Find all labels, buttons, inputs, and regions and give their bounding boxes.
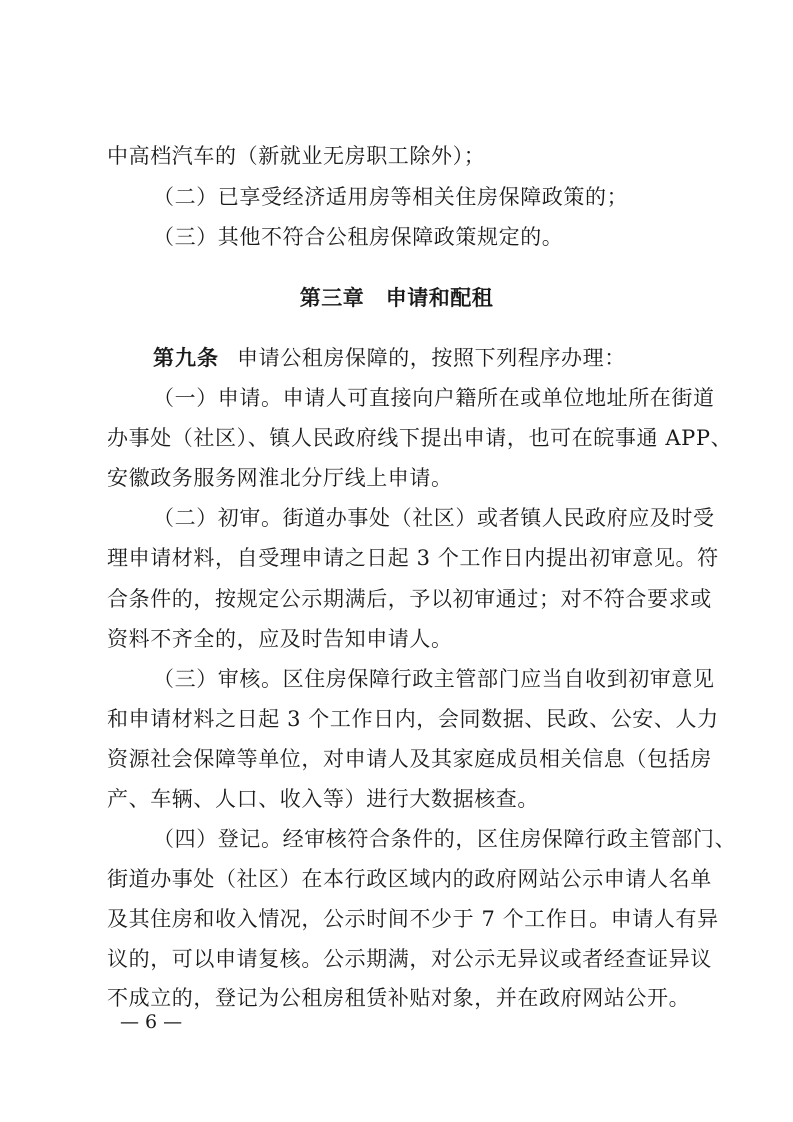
text-line: 理申请材料，自受理申请之日起 3 个工作日内提出初审意见。符 bbox=[107, 546, 719, 570]
text-line: 和申请材料之日起 3 个工作日内，会同数据、民政、公安、人力 bbox=[107, 707, 719, 731]
text-line: （三）审核。区住房保障行政主管部门应当自收到初审意见 bbox=[153, 667, 715, 691]
text-line: 议的，可以申请复核。公示期满，对公示无异议或者经查证异议 bbox=[107, 947, 712, 971]
text-line: 不成立的，登记为公租房租赁补贴对象，并在政府网站公开。 bbox=[107, 986, 691, 1010]
text-line: 资料不齐全的，应及时告知申请人。 bbox=[107, 627, 453, 651]
article-label: 第九条 bbox=[153, 346, 219, 370]
text-line: 及其住房和收入情况，公示时间不少于 7 个工作日。申请人有异 bbox=[107, 907, 719, 931]
text-line: 中高档汽车的（新就业无房职工除外）； bbox=[107, 144, 486, 168]
text-line: 安徽政务服务网淮北分厅线上申请。 bbox=[107, 466, 453, 490]
text-line: 街道办事处（社区）在本行政区域内的政府网站公示申请人名单 bbox=[107, 867, 712, 891]
text-line: 合条件的，按规定公示期满后，予以初审通过；对不符合要求或 bbox=[107, 587, 712, 611]
article-text: 申请公租房保障的，按照下列程序办理： bbox=[237, 346, 626, 370]
text-line: 办事处（社区）、镇人民政府线下提出申请，也可在皖事通 APP、 bbox=[107, 426, 733, 450]
text-line: 资源社会保障等单位，对申请人及其家庭成员相关信息（包括房 bbox=[107, 747, 712, 771]
text-line: （二）初审。街道办事处（社区）或者镇人民政府应及时受 bbox=[153, 506, 715, 530]
chapter-title: 第三章 申请和配租 bbox=[299, 286, 494, 310]
text-line: （四）登记。经审核符合条件的，区住房保障行政主管部门、 bbox=[153, 827, 737, 851]
text-line: （三）其他不符合公租房保障政策规定的。 bbox=[153, 225, 564, 249]
text-line: （二）已享受经济适用房等相关住房保障政策的； bbox=[153, 185, 629, 209]
article-9-line bbox=[153, 345, 626, 371]
text-line: （一）申请。申请人可直接向户籍所在或单位地址所在街道 bbox=[153, 386, 715, 410]
text-line: 产、车辆、人口、收入等）进行大数据核查。 bbox=[107, 787, 539, 811]
page-number: — 6 — bbox=[120, 1011, 183, 1033]
